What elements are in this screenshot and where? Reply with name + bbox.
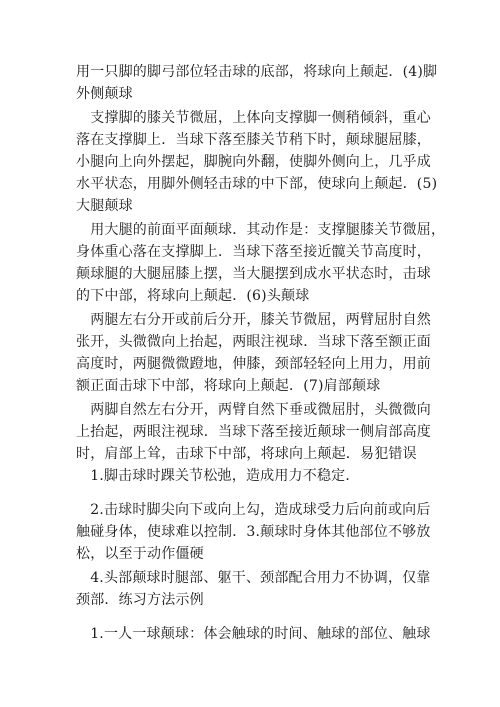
text-line: 两腿左右分开或前后分开，膝关节微屈，两臂屈肘自然 bbox=[76, 312, 431, 328]
text-line: 松，以至于动作僵硬 bbox=[76, 546, 204, 562]
text-line: 时，肩部上耸，击球下中部，将球向上颠起．易犯错误 bbox=[76, 446, 417, 462]
text-line: 张开，头微微向上抬起，两眼注视球．当球下落至额正面 bbox=[76, 334, 431, 350]
text-line: 2.击球时脚尖向下或向上勾，造成球受力后向前或向后 bbox=[76, 502, 431, 518]
text-line: 的下中部，将球向上颠起．(6)头颠球 bbox=[76, 288, 310, 304]
paragraph-error-2-3 bbox=[76, 499, 431, 565]
paragraph-error-1 bbox=[76, 465, 424, 487]
text-line: 额正面击球下中部，将球向上颠起．(7)肩部颠球 bbox=[76, 378, 381, 394]
paragraph-shoulder bbox=[76, 399, 431, 465]
text-line: 颈部．练习方法示例 bbox=[76, 592, 204, 608]
paragraph-practice-1 bbox=[76, 623, 431, 645]
text-line: 1.一人一球颠球：体会触球的时间、触球的部位、触球 bbox=[76, 626, 431, 642]
text-line: 小腿向上向外摆起，脚腕向外翻，使脚外侧向上，几乎成 bbox=[76, 154, 431, 170]
text-line: 颠球腿的大腿屈膝上摆，当大腿摆到成水平状态时，击球 bbox=[76, 266, 431, 282]
text-line: 水平状态，用脚外侧轻击球的中下部，使球向上颠起．(5) bbox=[76, 176, 438, 192]
paragraph-outside-foot bbox=[76, 107, 438, 217]
paragraph-head bbox=[76, 309, 431, 397]
text-line: 落在支撑脚上．当球下落至膝关节稍下时，颠球腿屈膝， bbox=[76, 132, 431, 148]
text-line: 身体重心落在支撑脚上．当球下落至接近髋关节高度时， bbox=[76, 244, 431, 260]
text-line: 支撑脚的膝关节微屈，上体向支撑脚一侧稍倾斜，重心 bbox=[76, 110, 431, 126]
paragraph-foot-arch bbox=[76, 61, 438, 105]
text-line: 用大腿的前面平面颠球．其动作是：支撑腿膝关节微屈， bbox=[76, 222, 446, 238]
text-line: 大腿颠球 bbox=[76, 198, 133, 214]
text-line: 外侧颠球 bbox=[76, 86, 133, 102]
paragraph-thigh bbox=[76, 219, 446, 307]
text-line: 1.脚击球时踝关节松弛，造成用力不稳定． bbox=[76, 468, 360, 484]
text-line: 高度时，两腿微微蹬地，伸膝，颈部轻轻向上用力，用前 bbox=[76, 356, 431, 372]
text-line: 上抬起，两眼注视球．当球下落至接近颠球一侧肩部高度 bbox=[76, 424, 431, 440]
text-line: 4.头部颠球时腿部、躯干、颈部配合用力不协调，仅靠 bbox=[76, 570, 431, 586]
text-line: 用一只脚的脚弓部位轻击球的底部，将球向上颠起．(4)脚 bbox=[76, 64, 438, 80]
text-line: 两脚自然左右分开，两臂自然下垂或微屈肘，头微微向 bbox=[76, 402, 431, 418]
text-line: 触碰身体，使球难以控制．3.颠球时身体其他部位不够放 bbox=[76, 524, 431, 540]
paragraph-error-4 bbox=[76, 567, 431, 611]
